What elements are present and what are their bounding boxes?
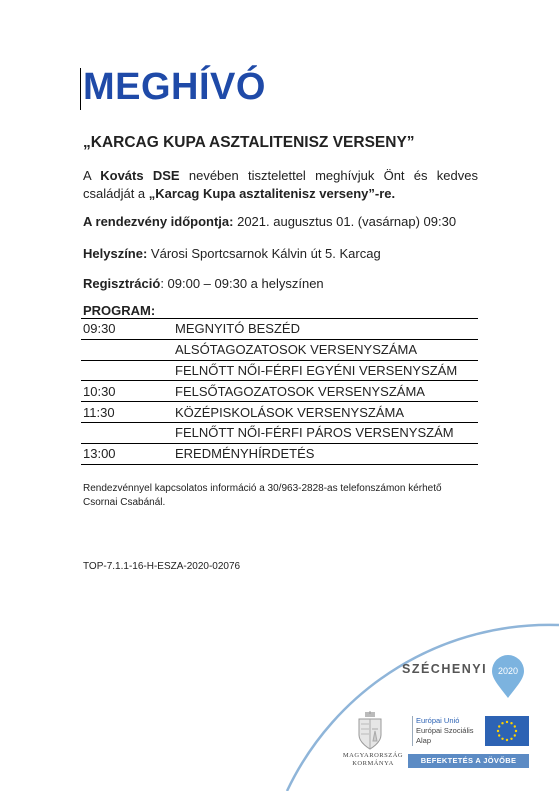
invest-banner: BEFEKTETÉS A JÖVŐBE xyxy=(408,754,529,768)
table-row xyxy=(81,443,478,464)
program-item: FELNŐTT NŐI-FÉRFI PÁROS VERSENYSZÁM xyxy=(173,422,478,443)
program-time xyxy=(81,360,173,381)
szechenyi-year: 2020 xyxy=(497,666,519,676)
table-row xyxy=(81,381,478,402)
program-time xyxy=(81,339,173,360)
table-row xyxy=(81,319,478,340)
program-time: 13:00 xyxy=(81,443,173,464)
event-venue xyxy=(83,246,381,261)
table-row xyxy=(81,339,478,360)
table-row xyxy=(81,402,478,423)
eu-line-3: Alap xyxy=(416,736,432,745)
event-date xyxy=(83,214,456,229)
event-venue-value: Városi Sportcsarnok Kálvin út 5. Karcag xyxy=(147,246,381,261)
program-item: FELNŐTT NŐI-FÉRFI EGYÉNI VERSENYSZÁM xyxy=(173,360,478,381)
program-item: ALSÓTAGOZATOSOK VERSENYSZÁMA xyxy=(173,339,478,360)
eu-flag-icon xyxy=(485,716,529,746)
program-time xyxy=(81,422,173,443)
event-registration xyxy=(83,276,324,291)
program-item: MEGNYITÓ BESZÉD xyxy=(173,319,478,340)
intro-text-2: nevében tisztelettel meghívjuk Önt és kedves családját a xyxy=(83,168,478,201)
eu-line-1: Európai Unió xyxy=(416,716,460,725)
table-row xyxy=(81,360,478,381)
program-table xyxy=(81,318,478,465)
contact-note: Rendezvénnyel kapcsolatos információ a 30/963-2828-as telefonszámon kérhető Csornai Csabánál. xyxy=(83,483,442,508)
project-code: TOP-7.1.1-16-H-ESZA-2020-02076 xyxy=(83,561,241,572)
hungary-crest-icon xyxy=(356,711,384,751)
program-heading: PROGRAM: xyxy=(83,303,156,318)
text-cursor xyxy=(80,68,81,110)
registration-label: Regisztráció xyxy=(83,276,161,291)
intro-paragraph xyxy=(83,167,478,203)
event-date-value: 2021. augusztus 01. (vasárnap) 09:30 xyxy=(233,214,457,229)
government-name xyxy=(338,752,408,768)
szechenyi-pin-icon xyxy=(491,655,525,699)
intro-text-1: A xyxy=(83,168,101,183)
program-item: EREDMÉNYHÍRDETÉS xyxy=(173,443,478,464)
organizer-name: Kováts DSE xyxy=(100,168,180,183)
table-row xyxy=(81,422,478,443)
eu-fund-text xyxy=(412,716,474,746)
program-time: 09:30 xyxy=(81,319,173,340)
eu-line-2: Európai Szociális xyxy=(416,726,474,735)
program-item: KÖZÉPISKOLÁSOK VERSENYSZÁMA xyxy=(173,402,478,423)
gov-line-2: KORMÁNYA xyxy=(352,760,394,767)
program-item: FELSŐTAGOZATOSOK VERSENYSZÁMA xyxy=(173,381,478,402)
event-venue-label: Helyszíne: xyxy=(83,246,148,261)
program-time: 10:30 xyxy=(81,381,173,402)
event-subtitle: „KARCAG KUPA ASZTALITENISZ VERSENY” xyxy=(83,134,415,151)
page-title: MEGHÍVÓ xyxy=(83,66,266,108)
program-time: 11:30 xyxy=(81,402,173,423)
event-date-label: A rendezvény időpontja: xyxy=(83,214,234,229)
registration-value: : 09:00 – 09:30 a helyszínen xyxy=(160,276,324,291)
gov-line-1: MAGYARORSZÁG xyxy=(342,752,404,759)
szechenyi-logo-text: SZÉCHENYI xyxy=(402,662,488,676)
event-name: „Karcag Kupa asztalitenisz verseny”-re. xyxy=(148,186,396,201)
